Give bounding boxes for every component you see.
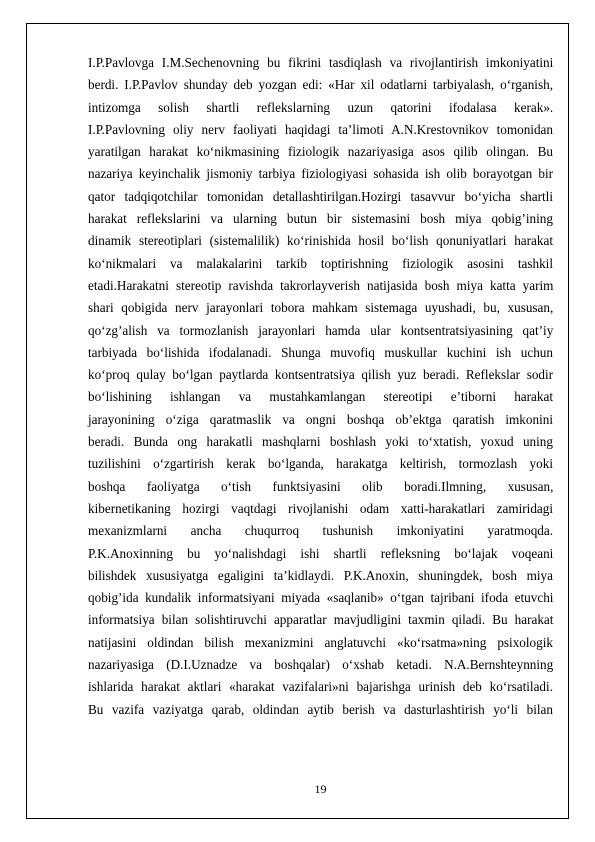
text-line: shari qobigida nerv jarayonlari tobora mahkam sistemaga uyushadi, bu, xususan, [88,300,554,316]
text-line: boshqa faoliyatga o‘tish funktsiyasini olib boradi.Ilmning, xususan, [88,478,554,494]
text-line: qo‘zg’alish va tormozlanish jarayonlari hamda ular kontsentratsiyasining qat’iy [88,322,554,338]
text-line: dinamik stereotiplari (sistemalilik) ko‘rinishida hosil bo‘lish qonuniyatlari harakat [88,233,553,249]
text-line: beradi. Bunda ong harakatli mashqlarni boshlash yoki to‘xtatish, yoxud uning [88,434,553,450]
text-line: ishlarida harakat aktlari «harakat vazifalari»ni bajarishga urinish deb ko‘rsatiladi. [88,679,553,695]
text-line: bilishdek xususiyatga egaligini ta’kidlaydi. P.K.Anoxin, shuningdek, bosh miya [88,567,553,583]
text-line: tuzilishini o‘zgartirish kerak bo‘lganda, harakatga keltirish, tormozlash yoki [88,456,553,472]
text-line: yaratilgan harakat ko‘nikmasining fiziologik nazariyasiga asos qilib olingan. Bu [88,144,553,160]
body-text [88,52,553,721]
text-line: I.P.Pavlovga I.M.Sechenovning bu fikrini tasdiqlash va rivojlantirish imkoniyatini [88,55,554,70]
text-line: bo‘lishining ishlangan va mustahkamlangan stereotipi e’tiborni harakat [88,389,553,405]
page-number: 19 [314,782,327,796]
text-line: intizomga solish shartli reflekslarning uzun qatorini ifodalasa kerak». [88,99,554,115]
text-line: informatsiya bilan solishtiruvchi apparatlar mavjudligini taxmin qiladi. Bu harakat [88,612,554,628]
text-line: Bu vazifa vaziyatga qarab, oldindan aytib berish va dasturlashtirish yo‘li bilan [88,701,553,717]
text-line: ko‘nikmalari va malakalarini tarkib toptirishning fiziologik asosini tashkil [88,255,553,271]
text-line: kibernetikaning hozirgi vaqtdagi rivojlanishi odam xatti-harakatlari zamiridagi [88,500,554,516]
text-line: etadi.Harakatni stereotip ravishda takrorlayverish natijasida bosh miya katta yarim [88,277,554,293]
text-line: tarbiyada bo‘lishida ifodalanadi. Shunga muvofiq muskullar kuchini ish uchun [88,344,553,360]
text-line: P.K.Anoxinning bu yo‘nalishdagi ishi shartli refleksning bo‘lajak voqeani [88,545,554,561]
text-line: nazariyasiga (D.I.Uznadze va boshqalar) o‘xshab ketadi. N.A.Bernshteynning [88,657,554,673]
text-line: I.P.Pavlovning oliy nerv faoliyati haqidagi ta’limoti A.N.Krestovnikov tomonidan [88,121,553,137]
text-line: qator tadqiqotchilar tomonidan detallashtirilgan.Hozirgi tasavvur bo‘yicha shartli [88,188,553,204]
text-line: harakat reflekslarini va ularning butun bir sistemasini bosh miya qobig’ining [88,211,553,227]
text-line: jarayonining o‘ziga qaratmaslik va ongni boshqa ob’ektga qaratish imkonini [88,411,553,427]
text-line: berdi. I.P.Pavlov shunday deb yozgan edi: «Har xil odatlarni tarbiyalash, o‘rganish, [88,77,553,93]
text-line: mexanizmlarni ancha chuqurroq tushunish imkoniyatini yaratmoqda. [88,523,554,539]
text-line: qobig’ida kundalik informatsiyani miyada «saqlanib» o‘tgan tajribani ifoda etuvchi [88,590,554,606]
text-line: ko‘proq qulay bo‘lgan paytlarda kontsentratsiya qilish yuz beradi. Reflekslar sodir [88,367,554,383]
text-line: natijasini oldindan bilish mexanizmini anglatuvchi «ko‘rsatma»ning psixologik [88,634,554,650]
text-line: nazariya keyinchalik jismoniy tarbiya fiziologiyasi sohasida ish olib borayotgan bir [88,166,553,182]
